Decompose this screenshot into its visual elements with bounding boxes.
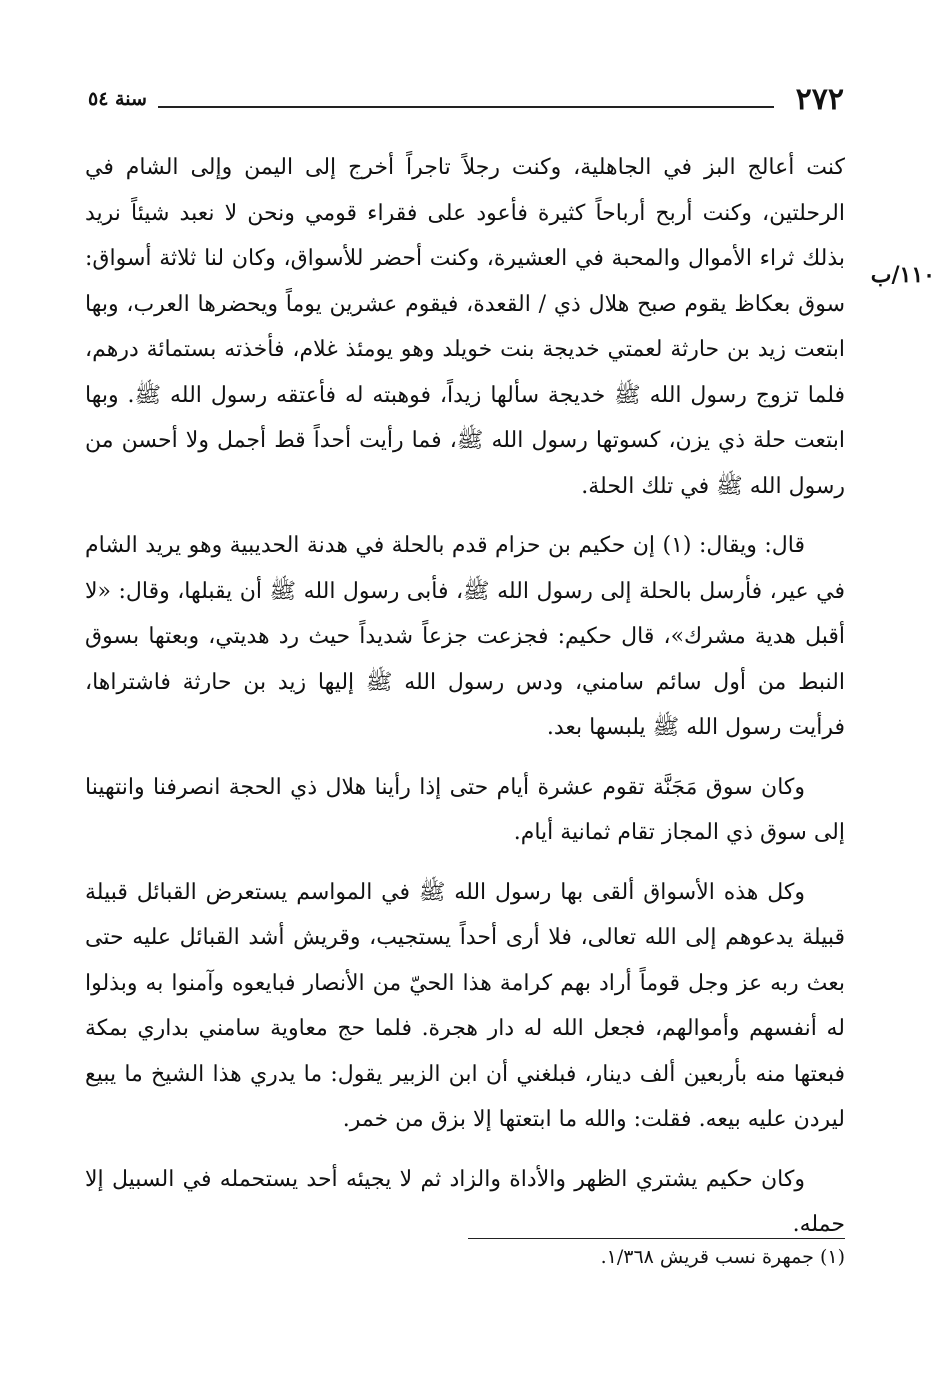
margin-folio-reference: ١١٠/ب xyxy=(870,262,935,288)
footnote-rule xyxy=(468,1238,845,1239)
paragraph: قال: ويقال: (١) إن حكيم بن حزام قدم بالحلة في هدنة الحديبية وهو يريد الشام في عير، فأرسل بالحلة إلى رسول الله ﷺ، فأبى رسول الله ﷺ أن يقبلها، وقال: «لا أقبل هدية مشرك»، قال حكيم: فجزعت جزعاً شديداً حيث رد هديتي، وبعتها بسوق النبط من أول سائم سامني، ودس رسول الله ﷺ إليها زيد بن حارثة فاشتراها، فرأيت رسول الله ﷺ يلبسها بعد. xyxy=(85,533,845,740)
main-text xyxy=(85,145,845,1262)
year-label: سنة ٥٤ xyxy=(88,88,147,110)
paragraph: وكل هذه الأسواق ألقى بها رسول الله ﷺ في المواسم يستعرض القبائل قبيلة قبيلة يدعوهم إلى الله تعالى، فلا أرى أحداً يستجيب، وقريش أشد القبائل عليه حتى بعث ربه عز وجل قوماً أراد بهم كرامة هذا الحيّ من الأنصار فبايعوه وآمنوا به وبذلوا له أنفسهم وأموالهم، فجعل الله له دار هجرة. فلما حج معاوية سامني بداري بمكة فبعتها منه بأربعين ألف دينار، فبلغني أن ابن الزبير يقول: ما يدري هذا الشيخ ما يبيع ليردن عليه بيعه. فقلت: والله ما ابتعتها إلا بزق من خمر. xyxy=(85,879,845,1132)
footnote: (١) جمهرة نسب قريش ١/٣٦٨. xyxy=(600,1246,845,1268)
paragraph: كنت أعالج البز في الجاهلية، وكنت رجلاً تاجراً أخرج إلى اليمن وإلى الشام في الرحلتين، وكنت أربح أرباحاً كثيرة فأعود على فقراء قومي ونحن لا نعبد شيئاً نريد بذلك ثراء الأموال والمحبة في العشيرة، وكنت أحضر للأسواق، وكان لنا ثلاثة أسواق: سوق بعكاظ يقوم صبح هلال ذي / القعدة، فيقوم عشرين يوماً ويحضرها العرب، وبها ابتعت زيد بن حارثة لعمتي خديجة بنت خويلد وهو يومئذ غلام، فأخذته بستمائة درهم، فلما تزوج رسول الله ﷺ خديجة سألها زيداً، فوهبته له فأعتقه رسول الله ﷺ. وبها ابتعت حلة ذي يزن، كسوتها رسول الله ﷺ، فما رأيت أحداً قط أجمل ولا أحسن من رسول الله ﷺ في تلك الحلة. xyxy=(85,155,845,499)
page-header xyxy=(88,82,844,122)
paragraph: وكان سوق مَجَنَّة تقوم عشرة أيام حتى إذا رأينا هلال ذي الحجة انصرفنا وانتهينا إلى سوق ذي المجاز تقام ثمانية أيام. xyxy=(85,774,845,845)
paragraph: وكان حكيم يشتري الظهر والأداة والزاد ثم لا يجيئه أحد يستحمله في السبيل إلا حمله. xyxy=(85,1166,845,1237)
page-number: ٢٧٢ xyxy=(795,82,844,117)
header-rule xyxy=(158,106,774,108)
